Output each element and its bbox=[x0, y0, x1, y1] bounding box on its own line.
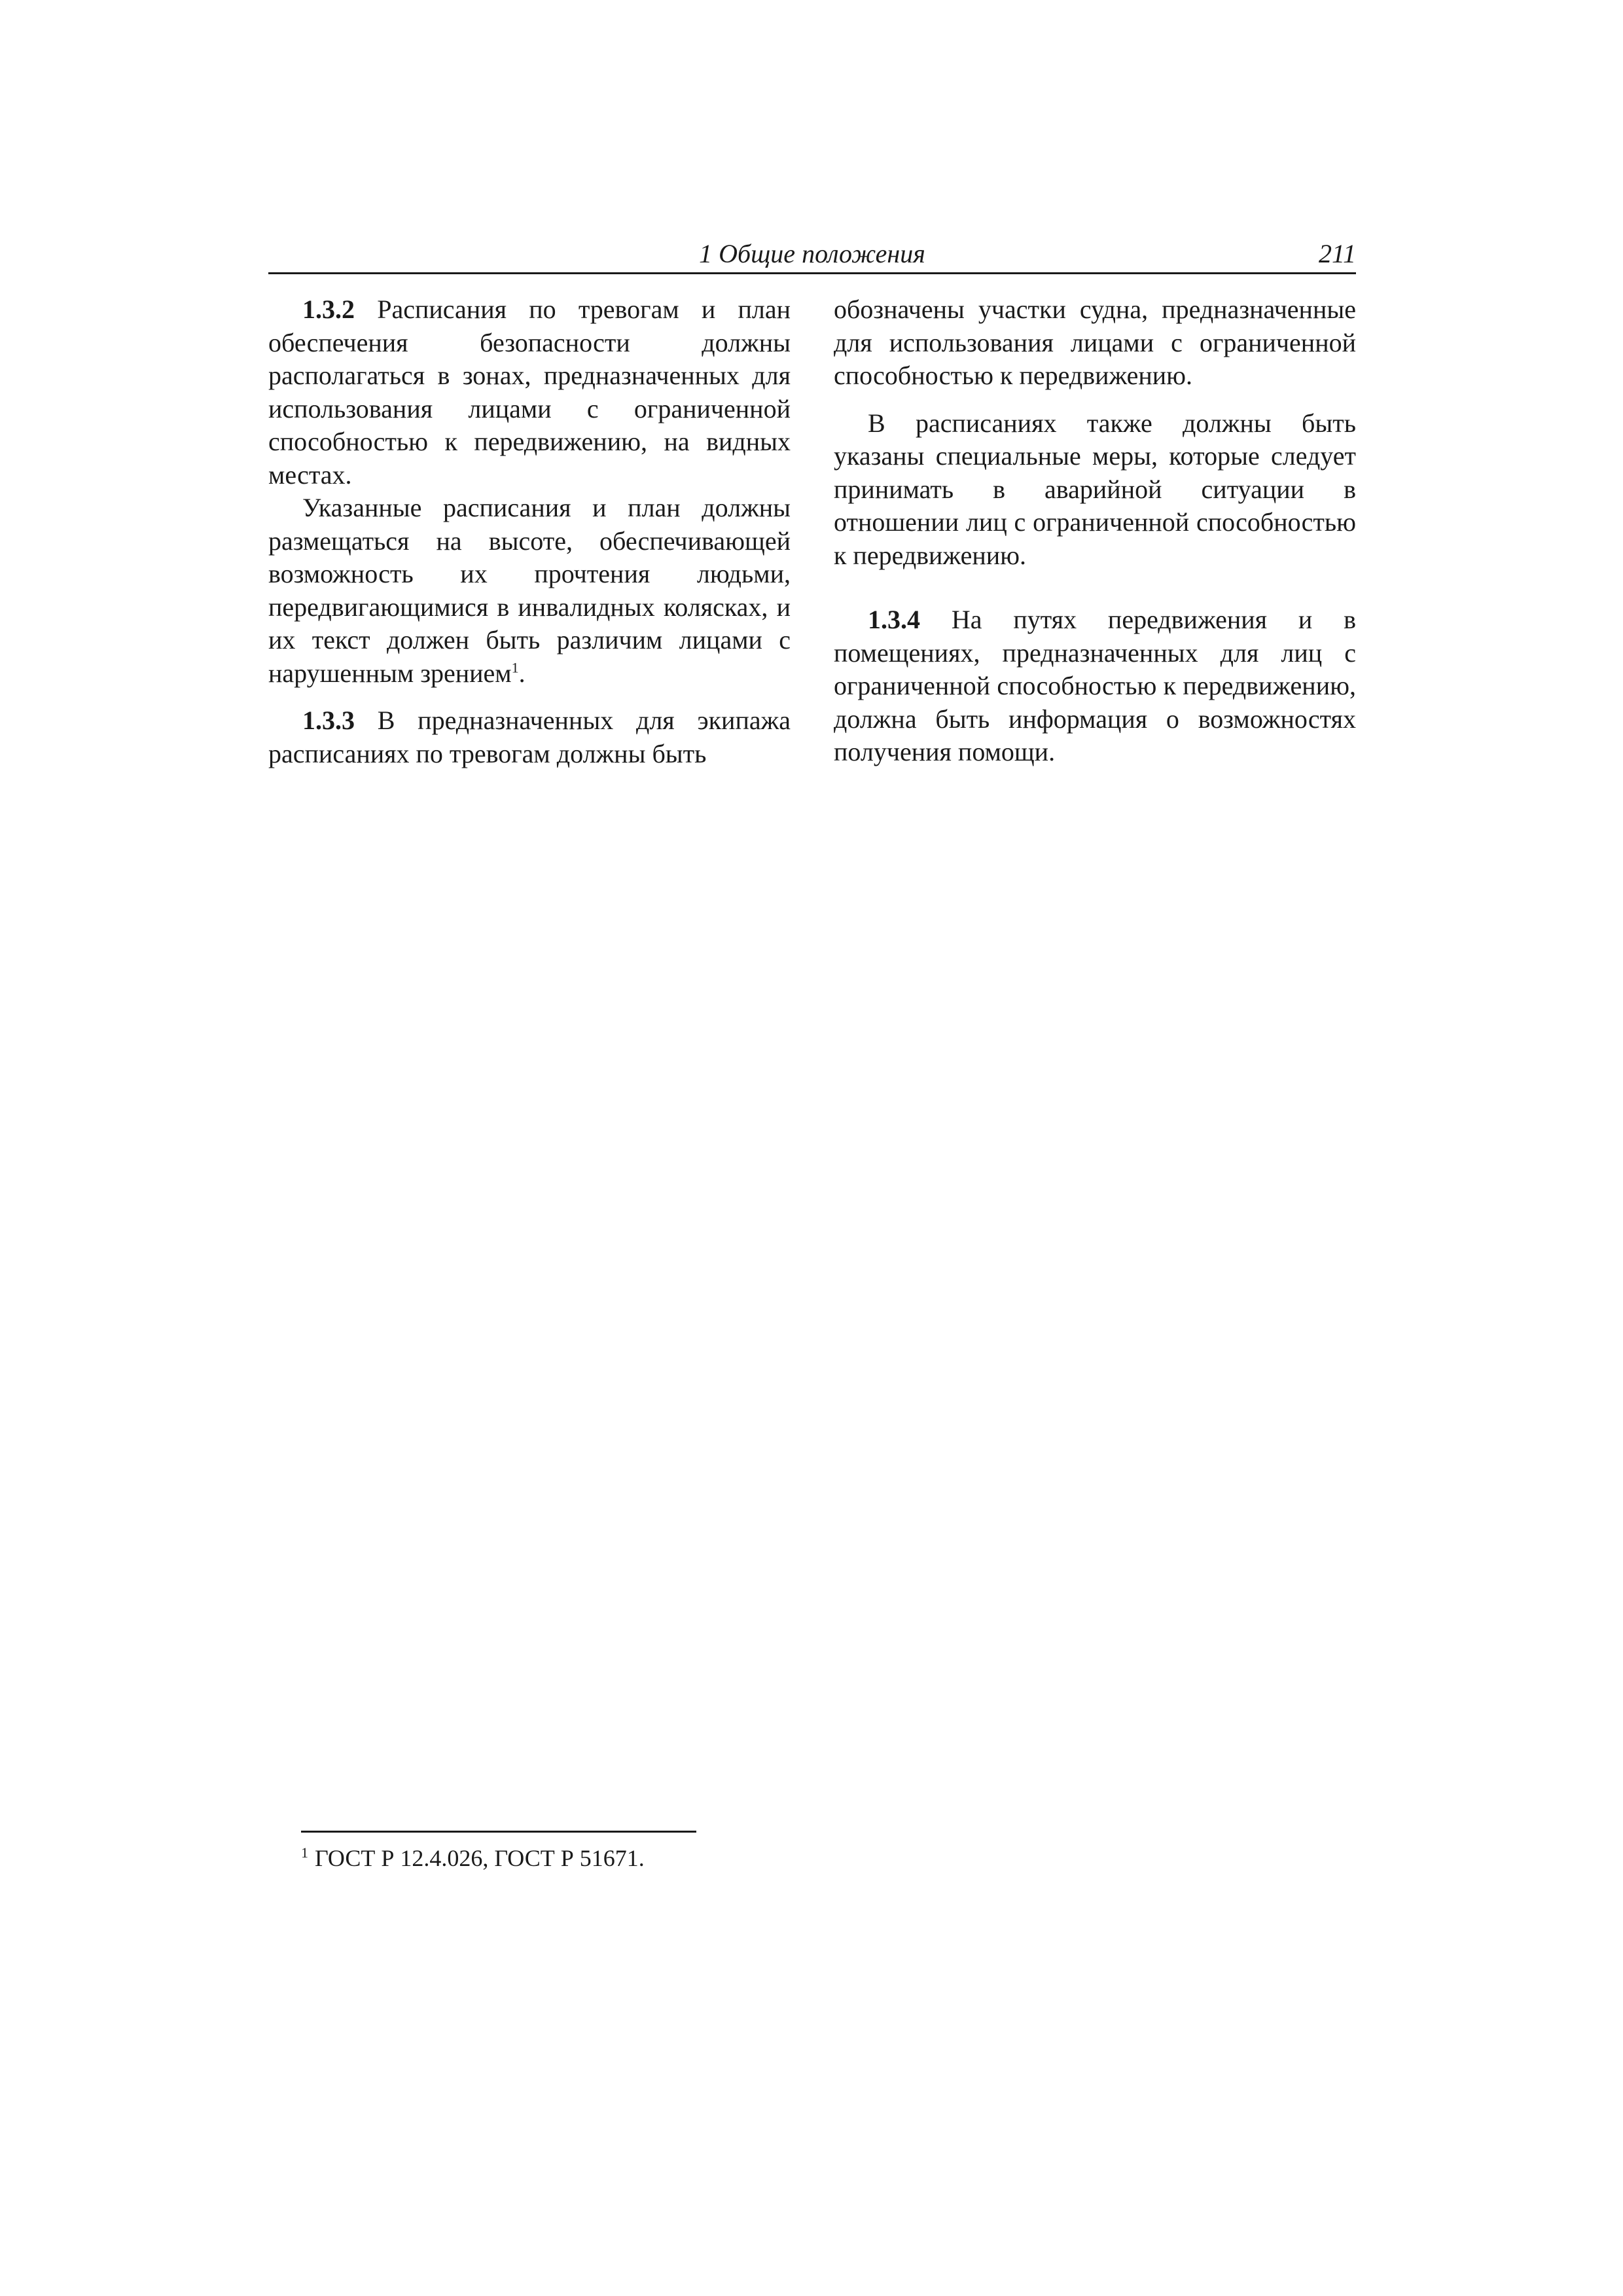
footnote-mark: 1 bbox=[301, 1844, 308, 1861]
running-header bbox=[268, 236, 1356, 274]
paragraph-1-3-3 bbox=[268, 704, 791, 770]
paragraph-1-3-4 bbox=[834, 603, 1356, 769]
paragraph-special-measures bbox=[834, 407, 1356, 573]
footnote-text: ГОСТ Р 12.4.026, ГОСТ Р 51671. bbox=[315, 1845, 645, 1871]
paragraph-text: В предназначенных для экипажа расписаниях по тревогам должны быть bbox=[268, 706, 791, 768]
paragraph-text: обозначены участки судна, предназначенные для использования лицами с ограниченной способностью к передвижению. bbox=[834, 295, 1356, 390]
clause-number: 1.3.2 bbox=[302, 295, 355, 324]
paragraph-1-3-2 bbox=[268, 293, 791, 492]
paragraph-text: Расписания по тревогам и план обеспечения безопасности должны располагаться в зонах, предназначенных для использования лицами с ограниченной способностью к передвижению, на видных местах. bbox=[268, 295, 791, 490]
paragraph-text: Указанные расписания и план должны размещаться на высоте, обеспечивающей возможность их прочтения людьми, передвигающимися в инвалидных колясках, и их текст должен быть различим лицами с нарушенным зрением bbox=[268, 493, 791, 688]
clause-number: 1.3.4 bbox=[868, 605, 920, 634]
sentence-end: . bbox=[518, 658, 526, 688]
paragraph-text: В расписаниях также должны быть указаны специальные меры, которые следует принимать в аварийной ситуации в отношении лиц с ограниченной способностью к передвижению. bbox=[834, 408, 1356, 570]
paragraph-placement bbox=[268, 492, 791, 690]
page-number: 211 bbox=[1318, 239, 1356, 268]
footnote bbox=[301, 1842, 645, 1874]
footnote-reference: 1 bbox=[511, 659, 519, 676]
clause-number: 1.3.3 bbox=[302, 706, 355, 735]
paragraph-continuation bbox=[834, 293, 1356, 393]
footnote-separator bbox=[301, 1831, 696, 1833]
left-column bbox=[268, 293, 791, 770]
paragraph-text: На путях передвижения и в помещениях, предназначенных для лиц с ограниченной способностью к передвижению, должна быть информация о возможностях получения помощи. bbox=[834, 605, 1357, 766]
right-column bbox=[834, 293, 1356, 769]
section-title: 1 Общие положения bbox=[699, 239, 925, 268]
